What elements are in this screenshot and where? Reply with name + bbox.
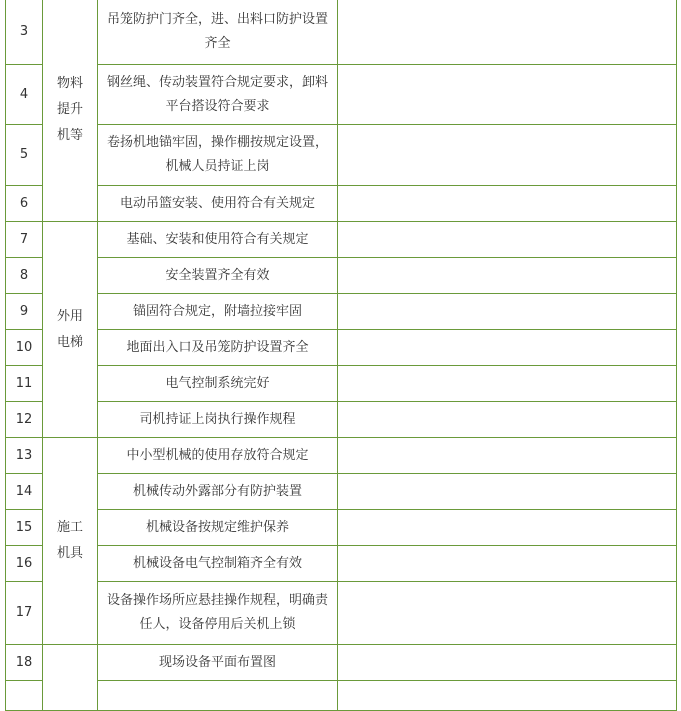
table-row <box>6 0 677 65</box>
item-description <box>98 402 338 438</box>
remark-cell <box>338 366 677 402</box>
item-description <box>98 546 338 582</box>
item-description-text: 电动吊篮安装、使用符合有关规定 <box>119 195 315 211</box>
table-row <box>6 222 677 258</box>
remark-cell <box>338 582 677 645</box>
category-cell <box>43 645 98 711</box>
item-description <box>98 294 338 330</box>
item-description-text: 司机持证上岗执行操作规程 <box>139 411 296 427</box>
row-number: 18 <box>6 645 43 681</box>
row-number: 4 <box>6 65 43 125</box>
row-number <box>6 681 43 711</box>
item-description <box>98 438 338 474</box>
item-description <box>98 645 338 681</box>
row-number: 11 <box>6 366 43 402</box>
table-row <box>6 474 677 510</box>
remark-cell <box>338 294 677 330</box>
table-row <box>6 294 677 330</box>
item-description-text: 卷扬机地锚牢固，操作棚按规定设置，机械人员持证上岗 <box>106 135 328 174</box>
item-description-text: 机械设备电气控制箱齐全有效 <box>132 555 302 571</box>
remark-cell <box>338 65 677 125</box>
remark-cell <box>338 125 677 186</box>
category-label: 物料提升机等 <box>56 76 83 143</box>
item-description <box>98 330 338 366</box>
table-row <box>6 546 677 582</box>
item-description-text: 电气控制系统完好 <box>165 375 270 391</box>
table-row <box>6 330 677 366</box>
row-number: 7 <box>6 222 43 258</box>
item-description-text: 中小型机械的使用存放符合规定 <box>126 447 309 463</box>
item-description <box>98 186 338 222</box>
row-number: 5 <box>6 125 43 186</box>
item-description-text: 现场设备平面布置图 <box>158 654 276 670</box>
row-number: 12 <box>6 402 43 438</box>
table-row <box>6 681 677 711</box>
table-row <box>6 510 677 546</box>
item-description <box>98 0 338 65</box>
item-description-text: 基础、安装和使用符合有关规定 <box>126 231 309 247</box>
table-row <box>6 438 677 474</box>
item-description-text: 设备操作场所应悬挂操作规程，明确责任人，设备停用后关机上锁 <box>106 593 328 632</box>
category-cell <box>43 222 98 438</box>
remark-cell <box>338 186 677 222</box>
table-row <box>6 402 677 438</box>
table-row <box>6 65 677 125</box>
item-description-text: 锚固符合规定，附墙拉接牢固 <box>132 303 302 319</box>
table-row <box>6 125 677 186</box>
table-row <box>6 186 677 222</box>
item-description-text: 钢丝绳、传动装置符合规定要求，卸料平台搭设符合要求 <box>106 74 328 114</box>
row-number: 14 <box>6 474 43 510</box>
remark-cell <box>338 645 677 681</box>
remark-cell <box>338 546 677 582</box>
item-description-text: 吊笼防护门齐全，进、出料口防护设置齐全 <box>106 11 328 51</box>
table-row <box>6 366 677 402</box>
inspection-table-container <box>5 0 677 711</box>
remark-cell <box>338 681 677 711</box>
item-description <box>98 125 338 186</box>
table-row <box>6 258 677 294</box>
item-description <box>98 65 338 125</box>
item-description-text: 机械传动外露部分有防护装置 <box>132 483 302 499</box>
remark-cell <box>338 0 677 65</box>
item-description <box>98 681 338 711</box>
row-number: 17 <box>6 582 43 645</box>
item-description <box>98 582 338 645</box>
row-number: 16 <box>6 546 43 582</box>
row-number: 13 <box>6 438 43 474</box>
item-description-text: 安全装置齐全有效 <box>165 267 270 283</box>
safety-inspection-table <box>5 0 677 711</box>
table-body <box>6 0 677 711</box>
category-cell <box>43 438 98 645</box>
row-number: 10 <box>6 330 43 366</box>
item-description <box>98 366 338 402</box>
category-label: 施工机具 <box>56 520 83 561</box>
remark-cell <box>338 474 677 510</box>
category-cell <box>43 0 98 222</box>
remark-cell <box>338 402 677 438</box>
category-label: 外用电梯 <box>56 308 83 350</box>
row-number: 3 <box>6 0 43 65</box>
table-row <box>6 582 677 645</box>
row-number: 9 <box>6 294 43 330</box>
item-description <box>98 258 338 294</box>
row-number: 8 <box>6 258 43 294</box>
item-description <box>98 222 338 258</box>
remark-cell <box>338 222 677 258</box>
remark-cell <box>338 438 677 474</box>
item-description-text: 地面出入口及吊笼防护设置齐全 <box>126 339 309 355</box>
remark-cell <box>338 510 677 546</box>
remark-cell <box>338 330 677 366</box>
item-description-text: 机械设备按规定维护保养 <box>145 519 289 535</box>
item-description <box>98 510 338 546</box>
item-description <box>98 474 338 510</box>
row-number: 6 <box>6 186 43 222</box>
remark-cell <box>338 258 677 294</box>
row-number: 15 <box>6 510 43 546</box>
table-row <box>6 645 677 681</box>
